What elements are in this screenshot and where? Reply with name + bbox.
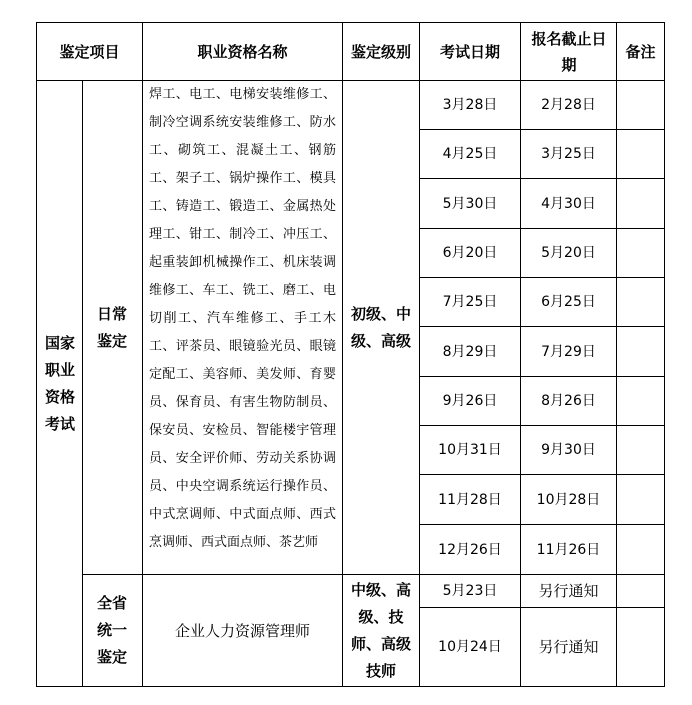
deadline-cell: 7月29日 — [541, 343, 596, 360]
header-remark: 备注 — [625, 42, 656, 61]
exam-date-cell: 5月30日 — [442, 195, 498, 212]
remark-cell — [617, 81, 664, 129]
header-deadline: 报名截止日期 — [531, 29, 607, 74]
remark-cell — [617, 130, 664, 178]
deadline-cell: 5月20日 — [541, 245, 596, 261]
remark-cell — [617, 475, 664, 524]
header-item: 鉴定项目 — [59, 42, 120, 61]
rule — [664, 22, 665, 687]
exam-date-cell: 3月28日 — [442, 97, 498, 113]
remark-cell — [617, 327, 664, 376]
exam-date-cell: 6月20日 — [442, 245, 498, 261]
unified-level: 中级、高级、技师、高级技师 — [350, 580, 411, 680]
exam-date-cell: 4月25日 — [442, 146, 498, 162]
deadline-cell: 6月25日 — [541, 294, 596, 310]
exam-date-cell: 10月31日 — [438, 442, 502, 458]
deadline-cell: 3月25日 — [541, 146, 596, 162]
remark-cell — [617, 229, 664, 277]
rule — [36, 22, 37, 687]
deadline-cell: 另行通知 — [538, 638, 599, 656]
exam-date-cell: 9月26日 — [442, 393, 498, 409]
header-exam-date: 考试日期 — [439, 42, 500, 61]
header-occupation: 职业资格名称 — [197, 42, 288, 61]
remark-cell — [617, 278, 664, 326]
deadline-cell: 2月28日 — [541, 97, 596, 113]
deadline-cell: 9月30日 — [541, 442, 596, 458]
daily-occupations: 焊工、电工、电梯安装维修工、制冷空调系统安装维修工、防水工、砌筑工、混凝土工、钢筋工、架子工、锅炉操作工、模具工、铸造工、锻造工、金属热处理工、钳工、制冷工、冲压工、起重装卸机械操作工、机床装调维修工、车工、铣工、磨工、电切削工、汽车维修工、手工木工、评茶员、眼镜验光员、眼镜定配工、美容师、美发师、育婴员、保育员、有害生物防制员、保安员、安检员、智能楼宇管理员、安全评价师、劳动关系协调员、中央空调系统运行操作员、中式烹调师、中式面点师、西式烹调师、西式面点师、茶艺师 — [149, 87, 336, 550]
daily-level: 初级、中级、高级 — [350, 304, 411, 350]
unified-label: 全省统一鉴定 — [96, 594, 127, 666]
daily-label: 日常鉴定 — [96, 304, 127, 350]
remark-cell — [617, 575, 664, 607]
remark-cell — [617, 525, 664, 574]
remark-cell — [617, 179, 664, 228]
exam-date-cell: 11月28日 — [438, 491, 502, 508]
deadline-cell: 另行通知 — [538, 582, 599, 600]
deadline-cell: 8月26日 — [541, 393, 596, 409]
exam-date-cell: 10月24日 — [438, 639, 502, 655]
rule — [342, 22, 343, 687]
exam-date-cell: 5月23日 — [442, 583, 498, 599]
remark-cell — [617, 608, 664, 686]
deadline-cell: 11月26日 — [536, 541, 601, 558]
remark-cell — [617, 377, 664, 425]
rule — [36, 686, 664, 687]
header-level: 鉴定级别 — [350, 42, 411, 61]
deadline-cell: 10月28日 — [536, 491, 601, 508]
deadline-cell: 4月30日 — [541, 195, 596, 212]
category-national: 国家职业资格考试 — [44, 333, 75, 433]
unified-occupation: 企业人力资源管理师 — [174, 621, 310, 640]
rule — [82, 80, 83, 687]
exam-date-cell: 12月26日 — [438, 541, 502, 558]
exam-date-cell: 7月25日 — [442, 294, 498, 310]
remark-cell — [617, 426, 664, 474]
exam-date-cell: 8月29日 — [442, 343, 498, 360]
